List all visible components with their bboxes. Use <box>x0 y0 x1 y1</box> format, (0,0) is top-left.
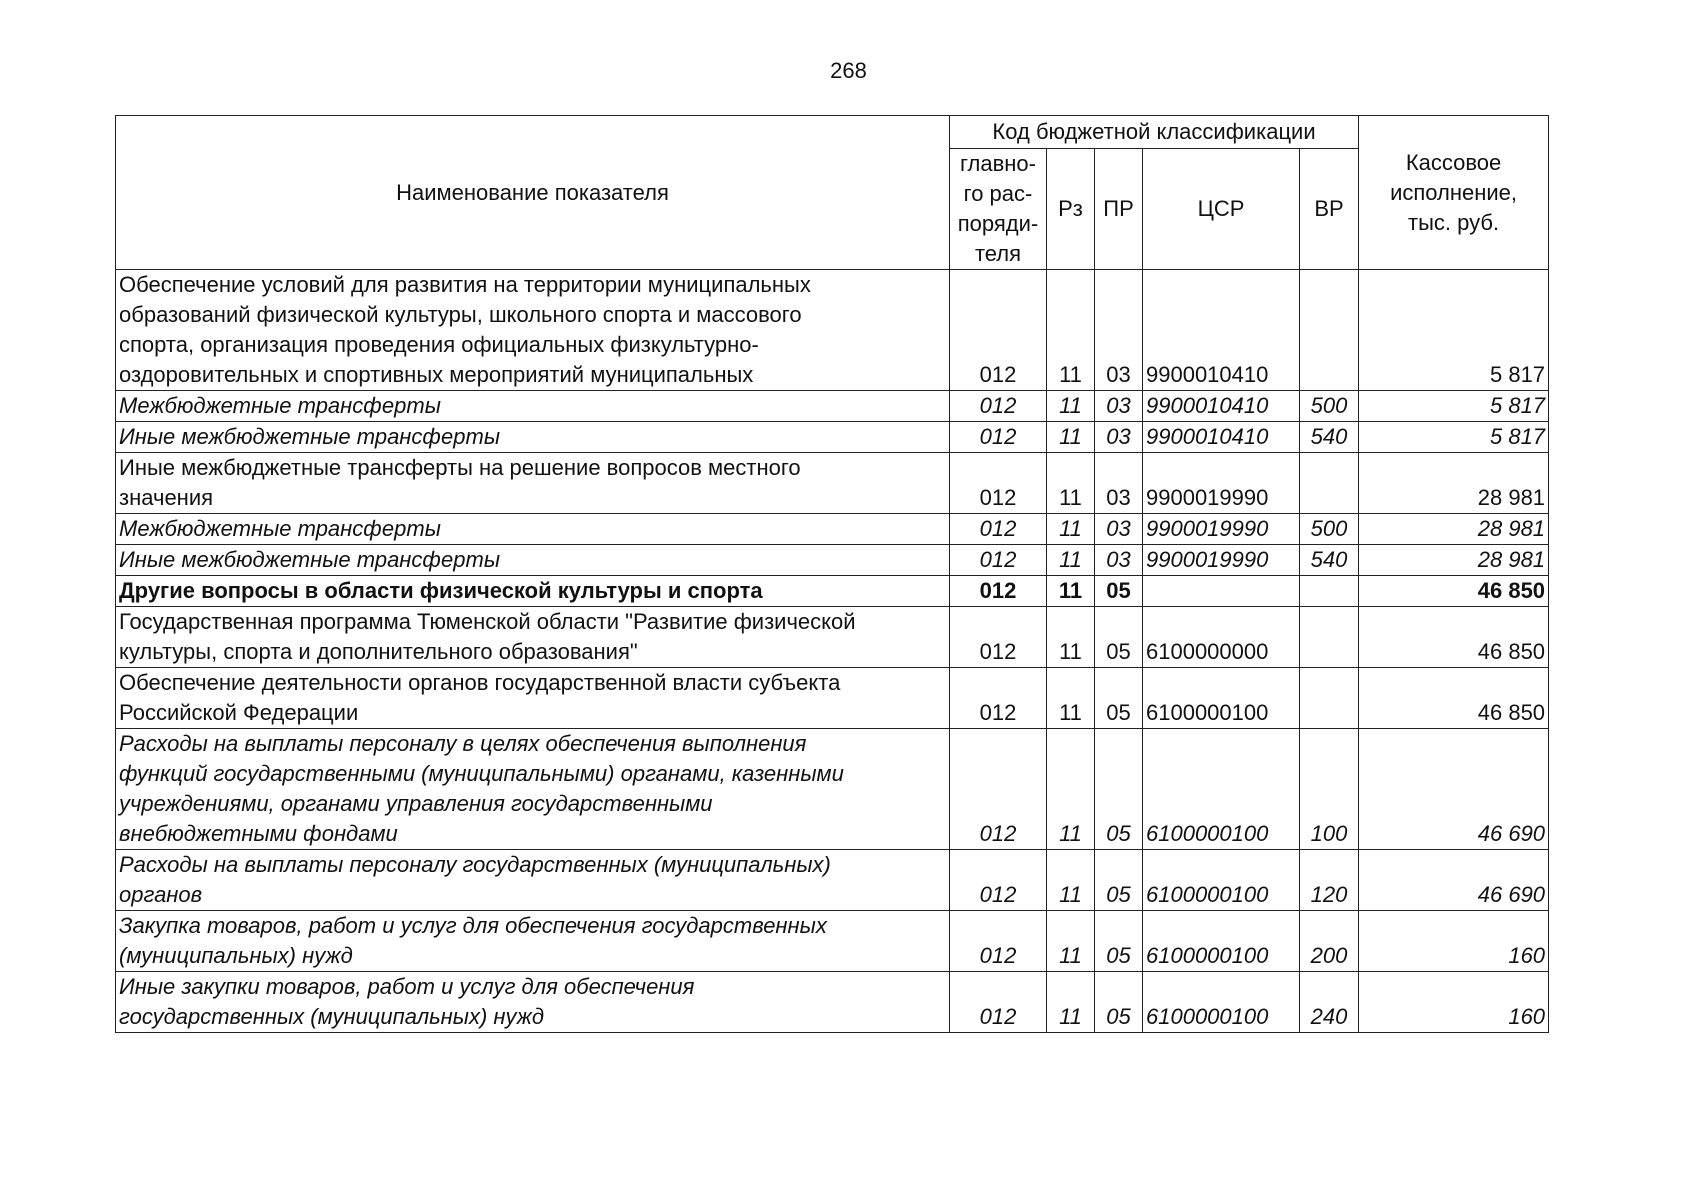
cell-pr: 03 <box>1095 422 1143 453</box>
cell-glavn: 012 <box>950 972 1047 1033</box>
row-name: Иные межбюджетные трансферты <box>116 422 950 453</box>
header-pr: ПР <box>1095 149 1143 270</box>
cell-vr: 100 <box>1300 729 1359 850</box>
cell-amount: 46 850 <box>1359 576 1549 607</box>
cell-rz: 11 <box>1047 972 1095 1033</box>
cell-glavn: 012 <box>950 514 1047 545</box>
cell-vr <box>1300 453 1359 514</box>
row-name: Обеспечение деятельности органов государственной власти субъекта Российской Федерации <box>116 668 950 729</box>
cell-vr: 500 <box>1300 514 1359 545</box>
row-name: Иные межбюджетные трансферты на решение вопросов местного значения <box>116 453 950 514</box>
cell-vr: 240 <box>1300 972 1359 1033</box>
cell-rz: 11 <box>1047 911 1095 972</box>
cell-pr: 05 <box>1095 607 1143 668</box>
cell-pr: 05 <box>1095 850 1143 911</box>
cell-glavn: 012 <box>950 453 1047 514</box>
cell-amount: 46 850 <box>1359 607 1549 668</box>
table-row <box>116 453 1549 514</box>
cell-pr: 05 <box>1095 972 1143 1033</box>
row-name: Межбюджетные трансферты <box>116 391 950 422</box>
row-name: Межбюджетные трансферты <box>116 514 950 545</box>
cell-vr <box>1300 607 1359 668</box>
cell-rz: 11 <box>1047 545 1095 576</box>
cell-vr <box>1300 576 1359 607</box>
table-row <box>116 607 1549 668</box>
cell-vr: 120 <box>1300 850 1359 911</box>
cell-amount: 28 981 <box>1359 545 1549 576</box>
header-vr: ВР <box>1300 149 1359 270</box>
cell-amount: 160 <box>1359 911 1549 972</box>
cell-glavn: 012 <box>950 422 1047 453</box>
header-rz: Рз <box>1047 149 1095 270</box>
table-row <box>116 576 1549 607</box>
cell-pr: 03 <box>1095 270 1143 391</box>
table-row <box>116 668 1549 729</box>
cell-glavn: 012 <box>950 911 1047 972</box>
cell-glavn: 012 <box>950 576 1047 607</box>
table-body <box>116 270 1549 1033</box>
row-name: Иные закупки товаров, работ и услуг для обеспечения государственных (муниципальных) нужд <box>116 972 950 1033</box>
table-row <box>116 514 1549 545</box>
cell-csr: 9900010410 <box>1143 270 1300 391</box>
page-number: 268 <box>830 58 867 83</box>
cell-rz: 11 <box>1047 391 1095 422</box>
cell-csr: 9900019990 <box>1143 453 1300 514</box>
table-row <box>116 850 1549 911</box>
table-row <box>116 911 1549 972</box>
cell-pr: 05 <box>1095 668 1143 729</box>
cell-glavn: 012 <box>950 545 1047 576</box>
budget-table <box>115 115 1549 1033</box>
table-row <box>116 729 1549 850</box>
cell-csr <box>1143 576 1300 607</box>
cell-csr: 6100000100 <box>1143 729 1300 850</box>
row-name: Другие вопросы в области физической культуры и спорта <box>116 576 950 607</box>
cell-pr: 05 <box>1095 576 1143 607</box>
cell-csr: 6100000000 <box>1143 607 1300 668</box>
cell-pr: 03 <box>1095 453 1143 514</box>
cell-csr: 9900019990 <box>1143 545 1300 576</box>
cell-vr: 540 <box>1300 545 1359 576</box>
cell-pr: 03 <box>1095 514 1143 545</box>
cell-amount: 28 981 <box>1359 514 1549 545</box>
table-row <box>116 422 1549 453</box>
cell-vr: 500 <box>1300 391 1359 422</box>
cell-vr <box>1300 270 1359 391</box>
cell-rz: 11 <box>1047 607 1095 668</box>
cell-pr: 05 <box>1095 911 1143 972</box>
cell-rz: 11 <box>1047 668 1095 729</box>
cell-csr: 6100000100 <box>1143 850 1300 911</box>
header-glavn: главно- го рас- поряди- теля <box>950 149 1047 270</box>
cell-vr <box>1300 668 1359 729</box>
header-csr: ЦСР <box>1143 149 1300 270</box>
cell-glavn: 012 <box>950 607 1047 668</box>
cell-amount: 28 981 <box>1359 453 1549 514</box>
row-name: Иные межбюджетные трансферты <box>116 545 950 576</box>
cell-csr: 6100000100 <box>1143 668 1300 729</box>
row-name: Закупка товаров, работ и услуг для обеспечения государственных (муниципальных) нужд <box>116 911 950 972</box>
cell-csr: 9900010410 <box>1143 422 1300 453</box>
table-header <box>116 116 1549 270</box>
header-name: Наименование показателя <box>116 116 950 270</box>
cell-rz: 11 <box>1047 576 1095 607</box>
row-name: Обеспечение условий для развития на территории муниципальных образований физической культуры, школьного спорта и массового спорта, организация проведения официальных физкультурно- оздоровительных и спортивных мероприятий муниципальных <box>116 270 950 391</box>
cell-amount: 5 817 <box>1359 422 1549 453</box>
cell-rz: 11 <box>1047 270 1095 391</box>
row-name: Расходы на выплаты персоналу государственных (муниципальных) органов <box>116 850 950 911</box>
cell-csr: 6100000100 <box>1143 972 1300 1033</box>
cell-pr: 05 <box>1095 729 1143 850</box>
cell-rz: 11 <box>1047 453 1095 514</box>
cell-rz: 11 <box>1047 422 1095 453</box>
cell-glavn: 012 <box>950 668 1047 729</box>
table-row <box>116 391 1549 422</box>
cell-rz: 11 <box>1047 729 1095 850</box>
cell-rz: 11 <box>1047 850 1095 911</box>
cell-amount: 46 690 <box>1359 850 1549 911</box>
cell-glavn: 012 <box>950 850 1047 911</box>
table-row <box>116 972 1549 1033</box>
cell-amount: 5 817 <box>1359 270 1549 391</box>
cell-vr: 200 <box>1300 911 1359 972</box>
cell-rz: 11 <box>1047 514 1095 545</box>
cell-pr: 03 <box>1095 545 1143 576</box>
cell-pr: 03 <box>1095 391 1143 422</box>
table-row <box>116 270 1549 391</box>
row-name: Государственная программа Тюменской области "Развитие физической культуры, спорта и дополнительного образования" <box>116 607 950 668</box>
cell-csr: 9900010410 <box>1143 391 1300 422</box>
cell-glavn: 012 <box>950 391 1047 422</box>
row-name: Расходы на выплаты персоналу в целях обеспечения выполнения функций государственными (муниципальными) органами, казенными учреждениями, органами управления государственными внебюджетными фондами <box>116 729 950 850</box>
header-kassovoe: Кассовое исполнение, тыс. руб. <box>1359 116 1549 270</box>
cell-glavn: 012 <box>950 270 1047 391</box>
cell-glavn: 012 <box>950 729 1047 850</box>
cell-amount: 46 690 <box>1359 729 1549 850</box>
cell-csr: 6100000100 <box>1143 911 1300 972</box>
cell-amount: 160 <box>1359 972 1549 1033</box>
cell-amount: 46 850 <box>1359 668 1549 729</box>
table-row <box>116 545 1549 576</box>
cell-csr: 9900019990 <box>1143 514 1300 545</box>
cell-amount: 5 817 <box>1359 391 1549 422</box>
cell-vr: 540 <box>1300 422 1359 453</box>
header-code-group: Код бюджетной классификации <box>950 116 1359 149</box>
